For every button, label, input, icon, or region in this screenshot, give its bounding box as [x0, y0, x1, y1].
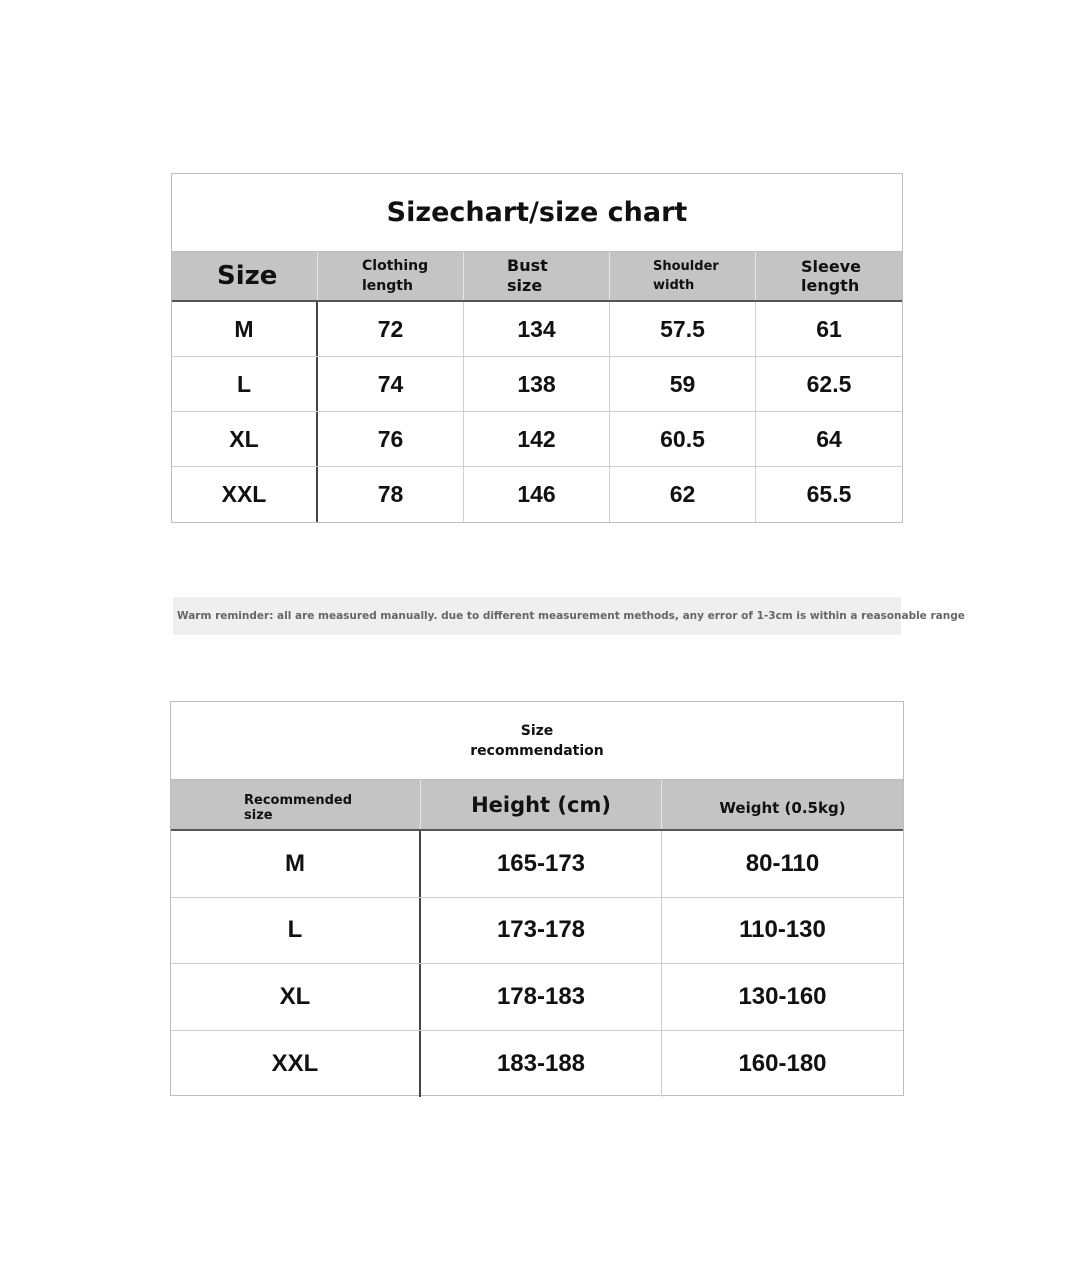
cell-sleeve-length: 64	[816, 425, 842, 452]
cell-shoulder-width: 59	[610, 357, 756, 411]
header-clothing-length: Clothing length	[318, 252, 464, 300]
table-row	[171, 831, 903, 898]
cell-recommended-size: XL	[171, 964, 421, 1030]
cell-height: 183-188	[421, 1031, 662, 1098]
cell-size: L	[172, 357, 318, 411]
cell-weight: 110-130	[739, 916, 826, 944]
table-row	[172, 412, 902, 467]
cell-size: XXL	[172, 467, 318, 522]
cell-clothing-length: 74	[318, 357, 464, 411]
cell-sleeve-length: 65.5	[806, 481, 852, 507]
table-row	[172, 302, 902, 357]
table-row	[172, 467, 902, 522]
cell-sleeve-length: 61	[816, 315, 842, 342]
cell-bust-size: 146	[464, 467, 610, 522]
warm-reminder-text: Warm reminder: all are measured manually. due to different measurement methods, any error of 1-3cm is within a reasonable range	[177, 610, 965, 622]
recommendation-title	[171, 702, 903, 780]
warm-reminder-banner	[173, 597, 965, 635]
header-sleeve-length: Sleeve length	[801, 257, 861, 295]
table-row	[171, 964, 903, 1031]
header-weight: Weight (0.5kg)	[719, 798, 846, 817]
cell-bust-size: 142	[464, 412, 610, 466]
cell-sleeve-length: 62.5	[806, 370, 852, 397]
cell-clothing-length: 78	[318, 467, 464, 522]
cell-clothing-length: 72	[318, 302, 464, 356]
recommendation-header-row	[171, 780, 903, 831]
cell-shoulder-width: 62	[610, 467, 756, 522]
cell-height: 173-178	[421, 898, 662, 964]
header-shoulder-width: Shoulder width	[610, 252, 756, 300]
table-row	[171, 898, 903, 965]
header-height: Height (cm)	[421, 780, 662, 829]
cell-clothing-length: 76	[318, 412, 464, 466]
size-chart-table	[171, 173, 903, 523]
size-chart-title	[172, 174, 902, 252]
cell-weight: 80-110	[745, 849, 820, 877]
cell-size: M	[172, 302, 318, 356]
cell-weight: 130-160	[738, 982, 827, 1010]
recommendation-title-line1: Size	[520, 722, 554, 739]
cell-shoulder-width: 57.5	[610, 302, 756, 356]
size-chart-title-text: Sizechart/size chart	[386, 197, 688, 228]
cell-bust-size: 134	[464, 302, 610, 356]
cell-shoulder-width: 60.5	[610, 412, 756, 466]
table-row	[172, 357, 902, 412]
cell-height: 178-183	[421, 964, 662, 1030]
cell-recommended-size: M	[171, 831, 421, 897]
header-size: Size	[172, 252, 318, 300]
recommendation-title-line2: recommendation	[470, 742, 604, 759]
cell-recommended-size: XXL	[171, 1031, 421, 1098]
size-chart-header-row	[172, 252, 902, 302]
cell-size: XL	[172, 412, 318, 466]
size-recommendation-table	[170, 701, 904, 1096]
header-bust-size: Bust size	[464, 252, 610, 300]
cell-recommended-size: L	[171, 898, 421, 964]
header-recommended-size: Recommended size	[171, 780, 421, 829]
cell-bust-size: 138	[464, 357, 610, 411]
table-row	[171, 1031, 903, 1098]
cell-weight: 160-180	[738, 1049, 827, 1077]
cell-height: 165-173	[421, 831, 662, 897]
